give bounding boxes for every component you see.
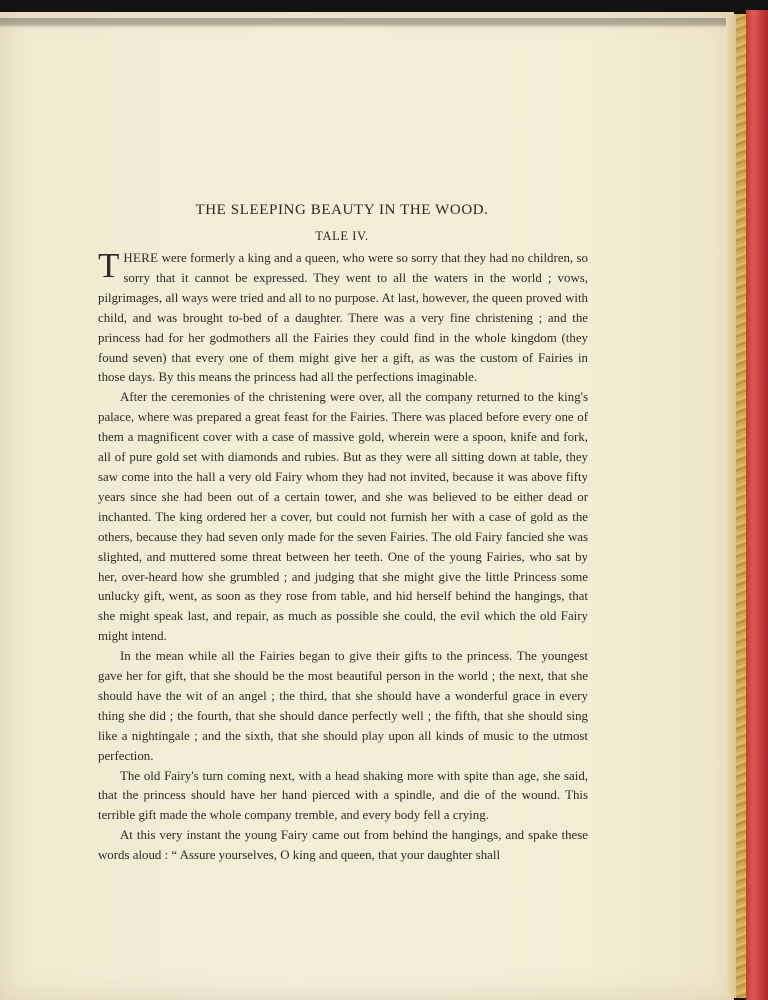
chapter-subtitle: TALE IV. [315,229,369,243]
paragraph-1-text: were formerly a king and a queen, who were so sorry that they had no children, so sorry that it cannot be expressed. They went to all the waters in the world ; vows, pilgrimages, all ways were tried and all to no purpose. At last, however, the queen proved with child, and was brought to-bed of a daughter. There was a very fine christening ; and the princess had for her godmothers all the Fairies they could find in the whole kingdom (they found seven) that every one of them might give her a gift, as was the custom of Fairies in those days. By this means the princess had all the perfections imaginable. [98,251,588,385]
paragraph-5: At this very instant the young Fairy came out from behind the hangings, and spake these words aloud : “ Assure yourselves, O king and queen, that your daughter shall [98,828,588,863]
book-cover-edge [746,10,768,1000]
paragraph-3: In the mean while all the Fairies began to give their gifts to the princess. The youngest gave her for gift, that she should be the most beautiful person in the world ; the next, that she should have the wit of an angel ; the third, that she should have a wonderful grace in every thing she did ; the fourth, that she should dance perfectly well ; the fifth, that she should sing like a nightingale ; and the sixth, that she should play upon all kinds of music to the utmost perfection. [98,649,588,763]
paragraph-2: After the ceremonies of the christening were over, all the company returned to the king's palace, where was prepared a great feast for the Fairies. There was placed before every one of them a magnificent cover with a case of massive gold, wherein were a spoon, knife and fork, all of pure gold set with diamonds and rubies. But as they were all sitting down at table, they saw come into the hall a very old Fairy whom they had not invited, because it was above fifty years since she had been out of a certain tower, and she was believed to be either dead or inchanted. The king ordered her a cover, but could not furnish her with a case of gold as the others, because they had seven only made for the seven Fairies. The old Fairy fancied she was slighted, and muttered some threat between her teeth. One of the young Fairies, who sat by her, over-heard how she grumbled ; and judging that she might give the little Princess some unlucky gift, went, as soon as they rose from table, and hid herself behind the hangings, that she might speak last, and repair, as much as possible she could, the evil which the old Fairy might intend. [98,390,588,644]
drop-cap: T [98,246,120,285]
paragraph-lead-word: HERE [123,251,159,265]
page-top-shadow [0,18,734,28]
page-block-edge [726,14,736,998]
paragraph-1 [98,246,588,388]
chapter-title: THE SLEEPING BEAUTY IN THE WOOD. [195,202,489,218]
gilt-decoration-strip [736,14,746,998]
body-text [98,246,588,866]
paragraph-4: The old Fairy's turn coming next, with a head shaking more with spite than age, she said, that the princess should have her hand pierced with a spindle, and die of the wound. This terrible gift made the whole company tremble, and every body fell a crying. [98,768,588,823]
